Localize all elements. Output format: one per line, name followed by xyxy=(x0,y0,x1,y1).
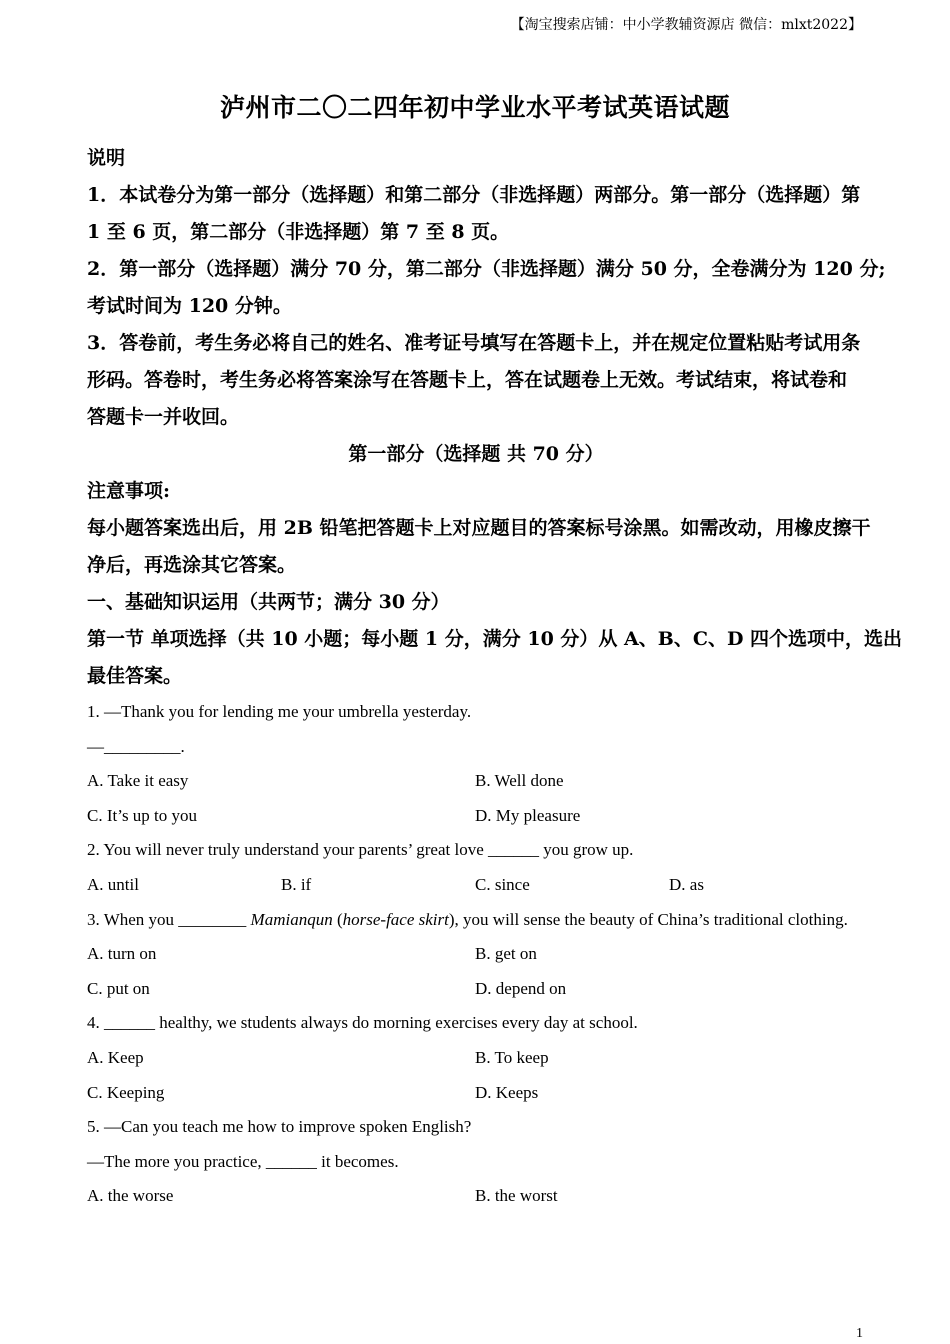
question-5-options-row xyxy=(87,1179,865,1214)
question-5-response: —The more you practice, ______ it becomes. xyxy=(87,1151,399,1171)
option-d: D. as xyxy=(669,874,704,894)
exam-content xyxy=(87,140,903,1214)
option-d: D. depend on xyxy=(475,978,567,998)
page-number: 1 xyxy=(856,1326,863,1341)
section-heading: 一、基础知识运用（共两节；满分 30 分） xyxy=(87,591,450,613)
question-1-options-row xyxy=(87,764,865,799)
question-1-stem: 1. —Thank you for lending me your umbrella yesterday. xyxy=(87,702,472,721)
option-c: C. Keeping xyxy=(87,1082,165,1102)
option-c: C. put on xyxy=(87,978,150,998)
option-a: A. the worse xyxy=(87,1186,174,1206)
question-4-options-row xyxy=(87,1076,865,1111)
intro-line: 1．本试卷分为第一部分（选择题）和第二部分（非选择题）两部分。第一部分（选择题）第 xyxy=(87,184,861,206)
intro-line: 考试时间为 120 分钟。 xyxy=(87,295,292,317)
question-3-text: ), you will sense the beauty of China’s traditional clothing. xyxy=(448,909,848,929)
option-a: A. Take it easy xyxy=(87,771,189,791)
question-3-text: 3. When you ________ xyxy=(87,909,251,929)
question-3-options-row xyxy=(87,972,865,1007)
option-c: C. since xyxy=(475,874,530,894)
question-3-stem xyxy=(87,903,865,938)
option-a: A. turn on xyxy=(87,944,157,964)
subsection-line: 第一节 单项选择（共 10 小题；每小题 1 分，满分 10 分）从 A、B、C、D 四个选项中，选出 xyxy=(87,628,903,650)
question-4-options-row xyxy=(87,1041,865,1076)
question-3-options-row xyxy=(87,937,865,972)
intro-line: 形码。答卷时，考生务必将答案涂写在答题卡上，答在试题卷上无效。考试结束，将试卷和 xyxy=(87,369,848,391)
option-b: B. the worst xyxy=(475,1186,558,1206)
option-c: C. It’s up to you xyxy=(87,805,198,825)
intro-line: 3．答卷前，考生务必将自己的姓名、准考证号填写在答题卡上，并在规定位置粘贴考试用条 xyxy=(87,332,861,354)
notice-line: 每小题答案选出后，用 2B 铅笔把答题卡上对应题目的答案标号涂黑。如需改动，用橡皮擦干 xyxy=(87,517,871,539)
option-b: B. if xyxy=(281,874,312,894)
notice-heading: 注意事项: xyxy=(87,480,171,502)
option-a: A. Keep xyxy=(87,1047,144,1067)
intro-line: 答题卡一并收回。 xyxy=(87,406,240,428)
question-5-stem: 5. —Can you teach me how to improve spoken English? xyxy=(87,1117,472,1137)
option-b: B. Well done xyxy=(475,771,564,791)
intro-line: 1 至 6 页，第二部分（非选择题）第 7 至 8 页。 xyxy=(87,221,510,243)
option-a: A. until xyxy=(87,874,139,894)
question-3-text: ( xyxy=(332,909,343,929)
watermark-text: 【淘宝搜索店铺：中小学教辅资源店 微信：mlxt2022】 xyxy=(510,17,862,33)
question-1-options-row xyxy=(87,799,865,834)
option-b: B. To keep xyxy=(475,1047,549,1067)
intro-heading: 说明 xyxy=(87,147,126,169)
option-b: B. get on xyxy=(475,944,537,964)
question-2-stem: 2. You will never truly understand your parents’ great love ______ you grow up. xyxy=(87,840,634,860)
subsection-line: 最佳答案。 xyxy=(87,665,183,687)
option-d: D. Keeps xyxy=(475,1082,539,1102)
question-4-stem: 4. ______ healthy, we students always do morning exercises every day at school. xyxy=(87,1013,638,1033)
intro-line: 2．第一部分（选择题）满分 70 分，第二部分（非选择题）满分 50 分，全卷满分为 120 分; xyxy=(87,258,886,280)
question-3-italic-term: Mamianqun xyxy=(250,909,333,929)
page-title: 泸州市二〇二四年初中学业水平考试英语试题 xyxy=(219,93,730,122)
part-title: 第一部分（选择题 共 70 分） xyxy=(348,443,604,465)
question-3-italic-gloss: horse-face skirt xyxy=(342,909,449,929)
option-d: D. My pleasure xyxy=(475,805,581,825)
notice-line: 净后，再选涂其它答案。 xyxy=(87,554,297,576)
question-1-response: —_________. xyxy=(87,736,185,756)
question-2-options-row xyxy=(87,868,865,903)
